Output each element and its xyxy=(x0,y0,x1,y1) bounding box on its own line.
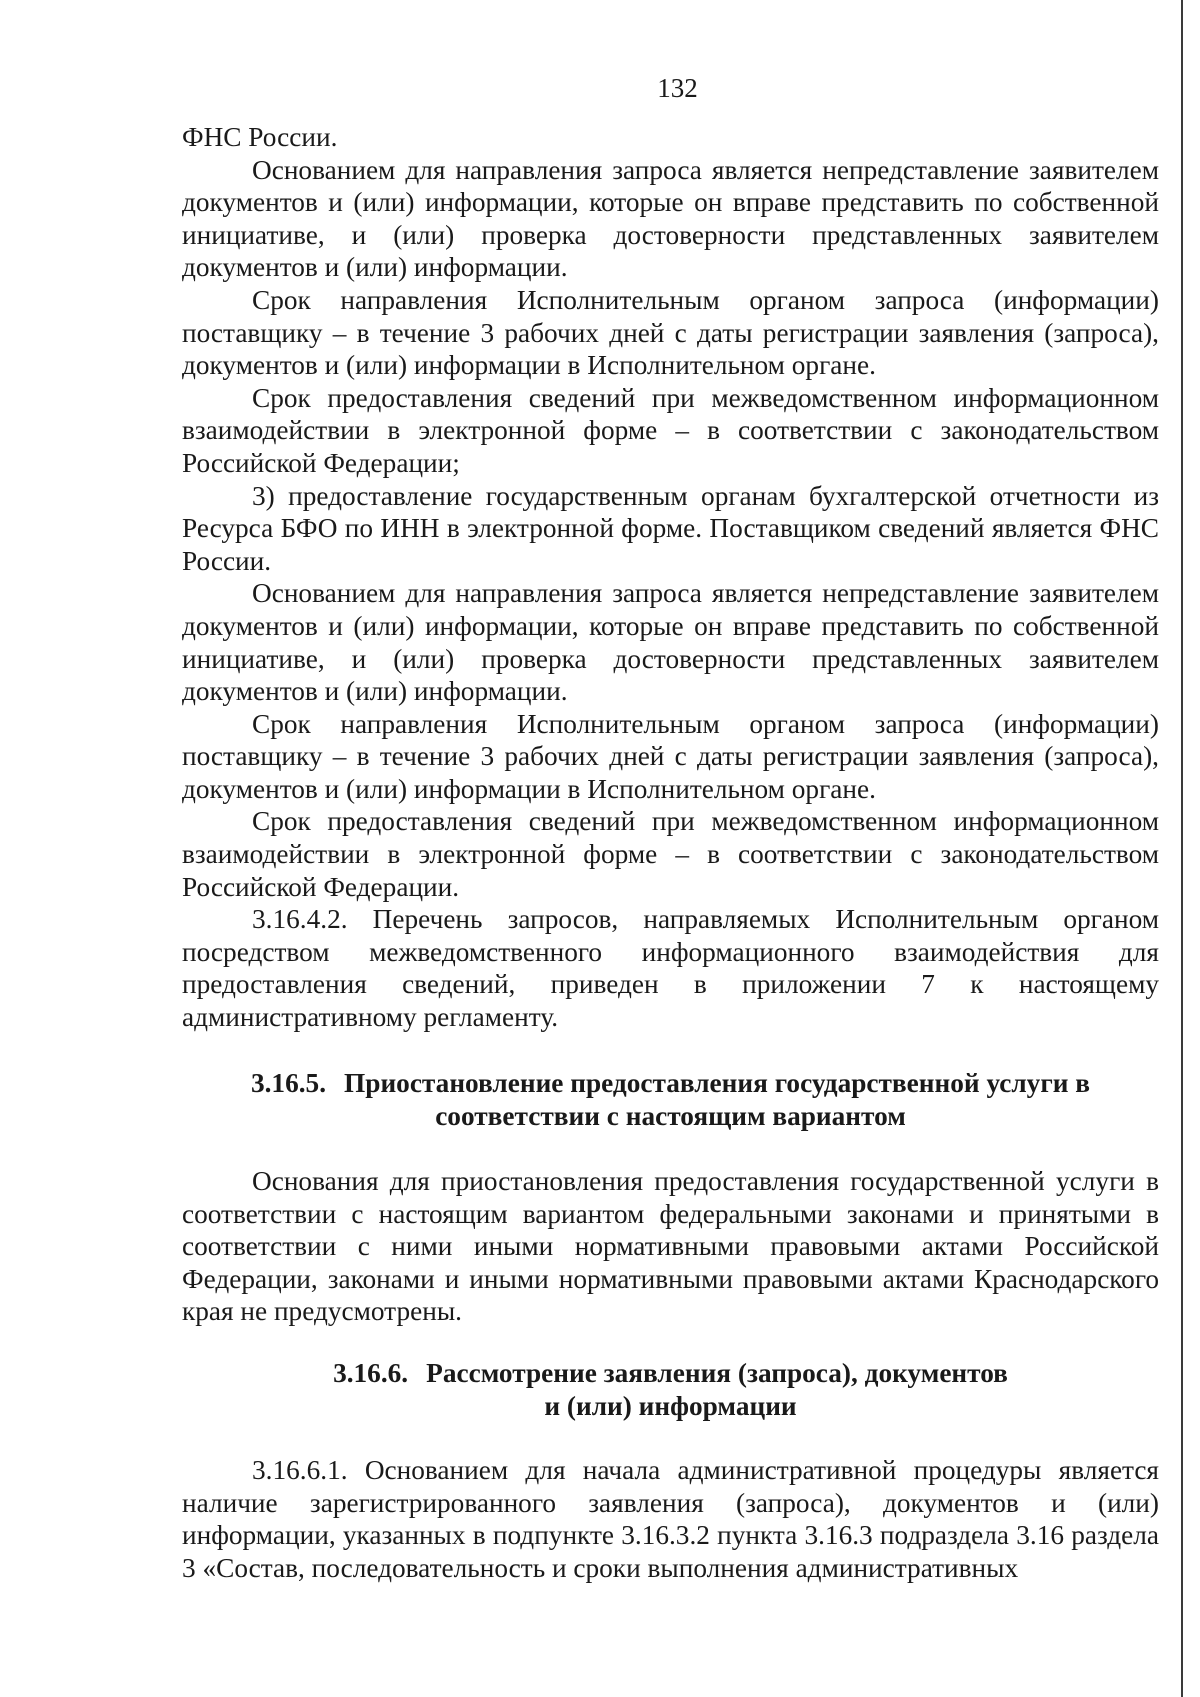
paragraph: Срок направления Исполнительным органом запроса (информации) поставщику – в течение 3 рабочих дней с даты регистрации заявления (запроса), документов и (или) информации в Исполнительном органе. xyxy=(182,284,1159,381)
section-title-line: и (или) информации xyxy=(544,1391,797,1421)
page-edge-line xyxy=(1181,0,1183,1697)
paragraph: 3.16.6.1. Основанием для начала административной процедуры является наличие зарегистрированного заявления (запроса), документов и (или) информации, указанных в подпункте 3.16.3.2 пункта 3.16.3 подраздела 3.16 раздела 3 «Состав, последовательность и сроки выполнения административных xyxy=(182,1455,1159,1583)
section-number: 3.16.5. xyxy=(250,1068,327,1098)
paragraph: 3.16.4.2. Перечень запросов, направляемых Исполнительным органом посредством межведомственного информационного взаимодействия для предоставления сведений, приведен в приложении 7 к настоящему административному регламенту. xyxy=(182,904,1159,1033)
section-heading-3-16-5 xyxy=(182,1067,1159,1133)
paragraph: Основания для приостановления предоставления государственной услуги в соответствии с настоящим вариантом федеральными законами и принятыми в соответствии с ними иными нормативными правовыми актами Российской Федерации, законами и иными нормативными правовыми актами Краснодарского края не предусмотрены. xyxy=(182,1166,1159,1327)
section-title-line: соответствии с настоящим вариантом xyxy=(435,1101,906,1131)
paragraph: Срок предоставления сведений при межведомственном информационном взаимодействии в электронной форме – в соответствии с законодательством Российской Федерации. xyxy=(182,806,1159,902)
section-title-line: Рассмотрение заявления (запроса), документов xyxy=(426,1358,1008,1388)
paragraph: Основанием для направления запроса является непредставление заявителем документов и (или) информации, которые он вправе представить по собственной инициативе, и (или) проверка достоверности представленных заявителем документов и (или) информации. xyxy=(182,578,1159,707)
section-number: 3.16.6. xyxy=(333,1358,409,1388)
body-block-2 xyxy=(182,1165,1159,1328)
paragraph: 3) предоставление государственным органам бухгалтерской отчетности из Ресурса БФО по ИНН в электронной форме. Поставщиком сведений является ФНС России. xyxy=(182,480,1159,576)
page-number: 132 xyxy=(657,73,698,103)
section-title-line: Приостановление предоставления государственной услуги в xyxy=(344,1068,1091,1098)
body-block-3 xyxy=(182,1454,1159,1584)
paragraph: Срок направления Исполнительным органом запроса (информации) поставщику – в течение 3 рабочих дней с даты регистрации заявления (запроса), документов и (или) информации в Исполнительном органе. xyxy=(182,708,1159,804)
paragraph: Основанием для направления запроса является непредставление заявителем документов и (или) информации, которые он вправе представить по собственной инициативе, и (или) проверка достоверности представленных заявителем документов и (или) информации. xyxy=(182,154,1159,283)
section-heading-3-16-6 xyxy=(182,1357,1159,1423)
body-block-1 xyxy=(182,121,1159,1034)
paragraph: ФНС России. xyxy=(182,122,338,152)
paragraph: Срок предоставления сведений при межведомственном информационном взаимодействии в электронной форме – в соответствии с законодательством Российской Федерации; xyxy=(182,382,1159,478)
